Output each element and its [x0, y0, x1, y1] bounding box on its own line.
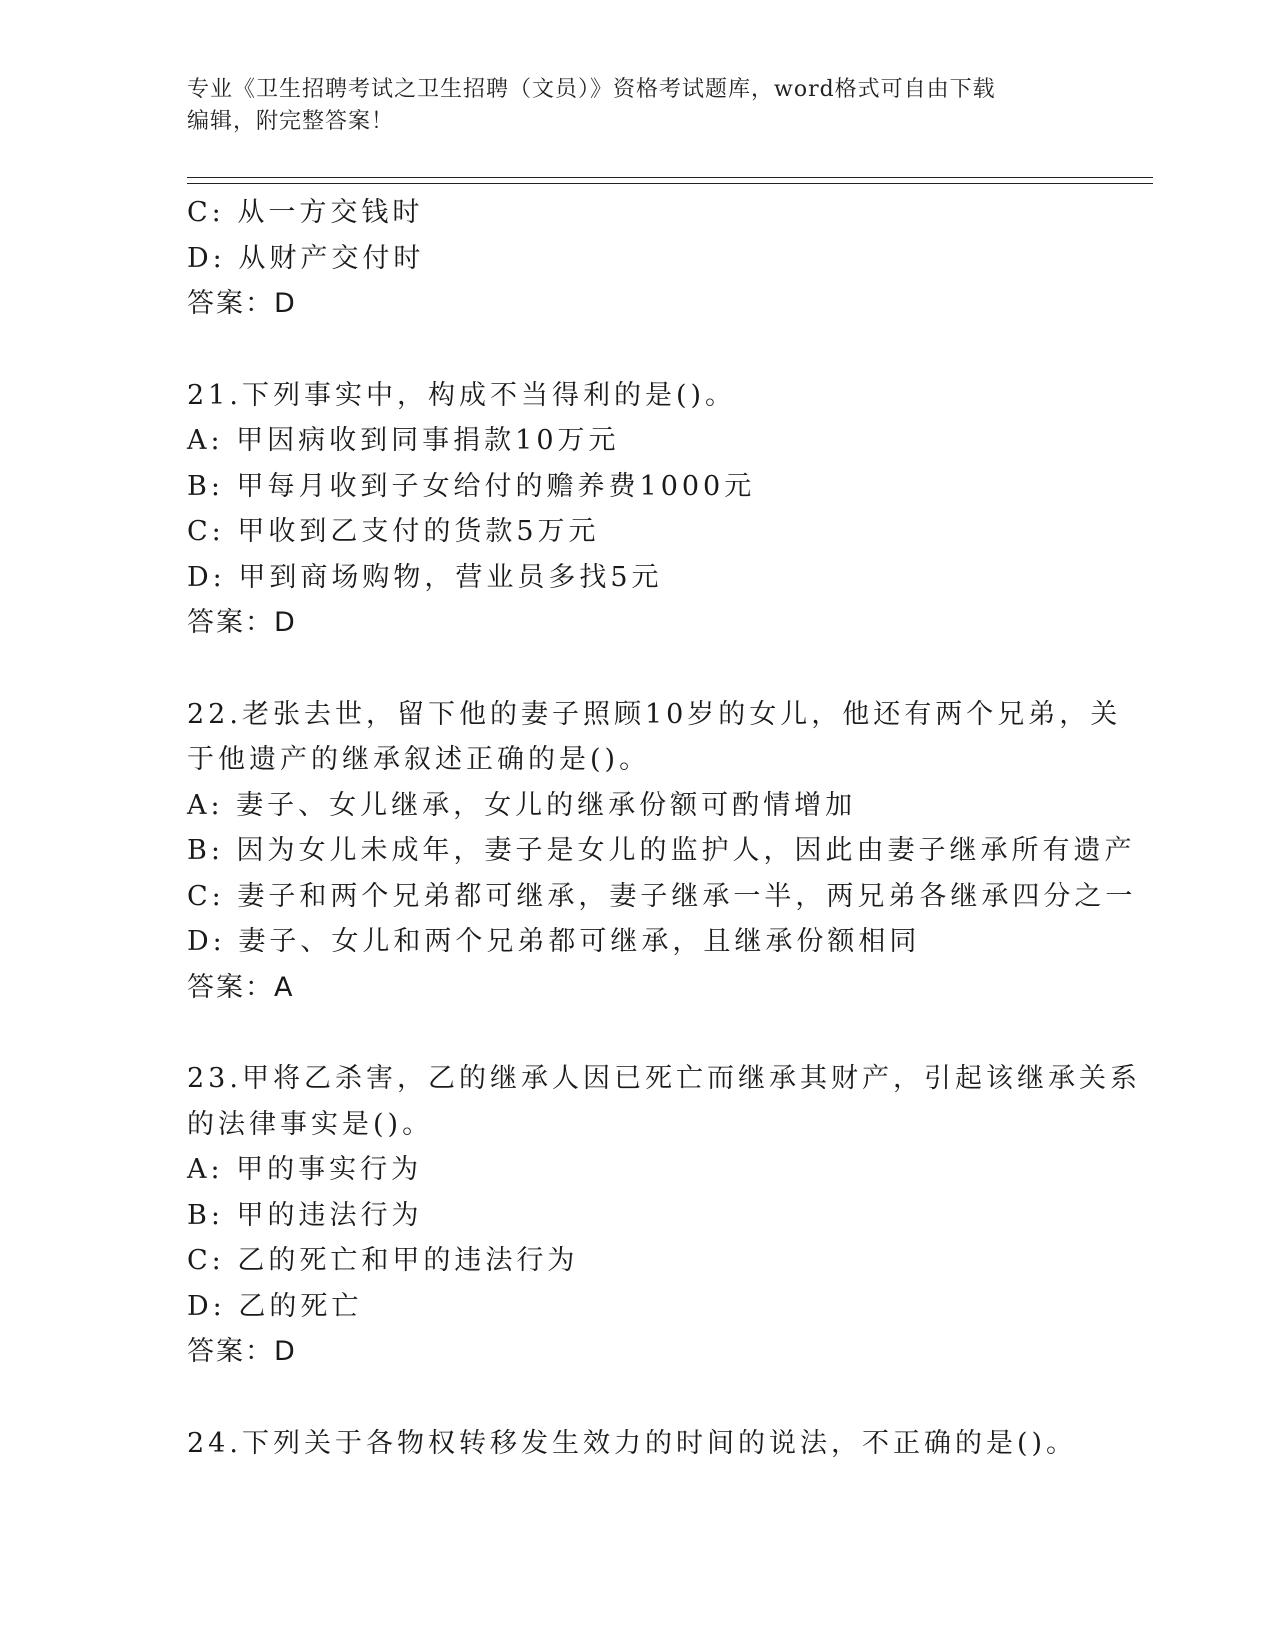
header-divider-bottom — [187, 183, 1153, 184]
option-d: D: 乙的死亡 — [187, 1290, 363, 1322]
answer-line: 答案：D — [187, 288, 297, 319]
option-c: C: 妻子和两个兄弟都可继承，妻子继承一半，两兄弟各继承四分之一 — [187, 880, 1137, 912]
question-stem: 24.下列关于各物权转移发生效力的时间的说法，不正确的是()。 — [187, 1427, 1078, 1459]
question-stem: 23.甲将乙杀害，乙的继承人因已死亡而继承其财产，引起该继承关系 — [187, 1063, 1141, 1094]
option-d: D: 甲到商场购物，营业员多找5元 — [187, 561, 663, 593]
question-list — [187, 190, 1141, 1466]
option-c: C: 从一方交钱时 — [187, 197, 424, 228]
option-a: A: 甲的事实行为 — [187, 1154, 423, 1185]
question-stem-continued: 于他遗产的继承叙述正确的是()。 — [187, 744, 651, 775]
option-b: B: 因为女儿未成年，妻子是女儿的监护人，因此由妻子继承所有遗产 — [187, 835, 1136, 866]
page-header — [187, 74, 1087, 138]
answer-line: 答案：D — [187, 607, 297, 638]
spacer — [187, 327, 1087, 373]
spacer — [187, 646, 1087, 692]
option-b: B: 甲的违法行为 — [187, 1199, 423, 1231]
header-line-1: 专业《卫生招聘考试之卫生招聘（文员）》资格考试题库，word格式可自由下载 — [187, 77, 996, 102]
option-d: D: 妻子、女儿和两个兄弟都可继承，且继承份额相同 — [187, 926, 921, 957]
option-b: B: 甲每月收到子女给付的赡养费1000元 — [187, 470, 756, 502]
answer-line: 答案：A — [187, 971, 295, 1003]
question-stem: 22.老张去世，留下他的妻子照顾10岁的女儿，他还有两个兄弟，关 — [187, 698, 1122, 730]
option-a: A: 甲因病收到同事捐款10万元 — [187, 425, 620, 456]
spacer — [187, 1010, 1087, 1056]
header-line-2: 编辑，附完整答案！ — [187, 109, 395, 134]
question-stem: 21.下列事实中，构成不当得利的是()。 — [187, 379, 737, 411]
option-a: A: 妻子、女儿继承，女儿的继承份额可酌情增加 — [187, 789, 857, 821]
option-c: C: 乙的死亡和甲的违法行为 — [187, 1245, 579, 1276]
answer-line: 答案：D — [187, 1336, 297, 1367]
option-d: D: 从财产交付时 — [187, 242, 425, 274]
option-c: C: 甲收到乙支付的货款5万元 — [187, 516, 600, 547]
question-stem-continued: 的法律事实是()。 — [187, 1108, 434, 1140]
spacer — [187, 1375, 1087, 1421]
header-divider-top — [187, 177, 1153, 178]
